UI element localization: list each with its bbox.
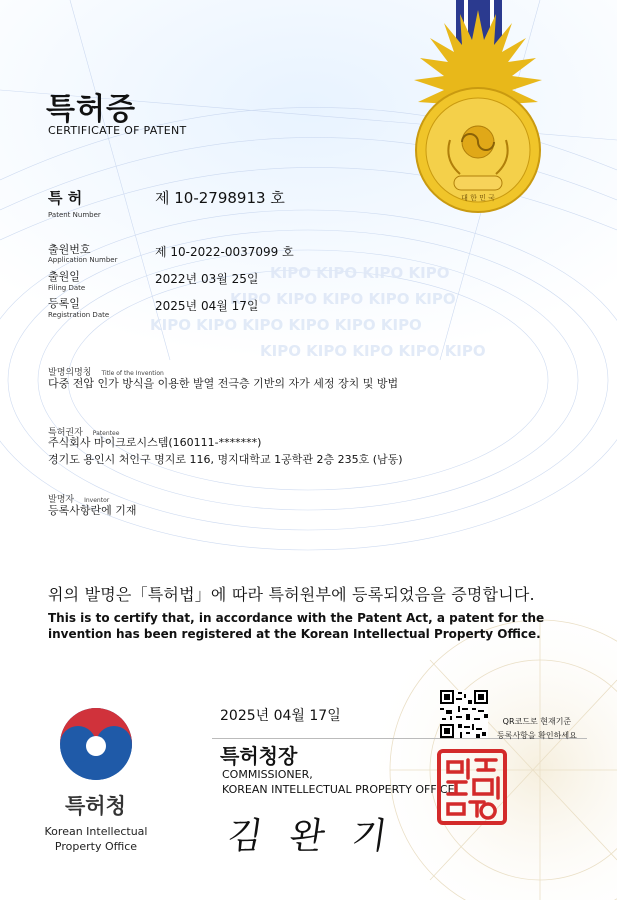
patent-number-label-en: Patent Number — [48, 211, 101, 219]
patentee-address: 경기도 용인시 처인구 명지로 116, 명지대학교 1공학관 2층 235호 (남동) — [48, 453, 403, 466]
application-number-value: 제 10-2022-0037099 호 — [155, 245, 294, 259]
commissioner-title-en-line2: KOREAN INTELLECTUAL PROPERTY OFFICE — [222, 783, 455, 796]
patentee-label-en: Patentee — [92, 430, 120, 437]
patent-number-value: 제 10-2798913 호 — [155, 189, 285, 207]
commissioner-signature: 김 완 기 — [224, 816, 398, 857]
certification-statement-en: This is to certify that, in accordance with the Patent Act, a patent for the invention has been registered at the Korean Intellectual Property Office. — [48, 611, 545, 641]
qr-code-icon[interactable] — [440, 690, 488, 738]
kipo-name-en: Korean Intellectual Property Office — [44, 825, 148, 853]
kipo-name-ko: 특허청 — [65, 794, 126, 818]
patentee-label: 특허권자 — [48, 428, 83, 438]
commissioner-title-ko: 특허청장 — [220, 744, 298, 768]
application-number-label-en: Application Number — [48, 256, 118, 264]
filing-date-label-en: Filing Date — [48, 284, 86, 292]
patent-number-label: 특 허 — [48, 189, 83, 207]
commissioner-title-en — [222, 767, 455, 797]
qr-caption-line1: QR코드로 현재기준 — [502, 717, 572, 726]
certification-statement-ko: 위의 발명은「특허법」에 따라 특허원부에 등록되었음을 증명합니다. — [48, 585, 535, 604]
certificate-title: 특허증 — [46, 92, 136, 127]
kipo-logo-icon — [58, 706, 134, 782]
issue-date: 2025년 04월 17일 — [220, 708, 341, 724]
commissioner-title-en-line1: COMMISSIONER, — [222, 768, 313, 781]
invention-title-label-en: Title of the Invention — [101, 370, 164, 377]
filing-date-value: 2022년 03월 25일 — [155, 272, 259, 286]
invention-title-label: 발명의명칭 — [48, 368, 92, 378]
seal-text: 대 한 민 국 — [461, 194, 495, 202]
inventor-value: 등록사항란에 기재 — [48, 504, 137, 517]
svg-text:KIPO KIPO KIPO KIPO KIPO: KIPO KIPO KIPO KIPO KIPO — [260, 342, 486, 360]
watermark-text: KIPO KIPO KIPO KIPO — [270, 264, 450, 282]
registration-date-label: 등록일 — [48, 297, 80, 310]
svg-text:KIPO KIPO KIPO KIPO KIPO: KIPO KIPO KIPO KIPO KIPO — [230, 290, 456, 308]
patentee-name: 주식회사 마이크로시스템(160111-*******) — [48, 436, 262, 449]
invention-title-value: 다중 전압 인가 방식을 이용한 발열 전극층 기반의 자가 세정 장치 및 방법 — [48, 377, 399, 390]
certificate-title-en: CERTIFICATE OF PATENT — [48, 124, 187, 137]
gold-seal-medal — [398, 0, 558, 215]
inventor-label: 발명자 — [48, 495, 75, 505]
qr-caption — [497, 715, 577, 743]
registration-date-label-en: Registration Date — [48, 311, 110, 319]
official-stamp — [436, 748, 508, 826]
filing-date-label: 출원일 — [48, 270, 80, 283]
application-number-label: 출원번호 — [48, 243, 91, 256]
qr-caption-line2: 등록사항을 확인하세요 — [497, 731, 577, 740]
svg-text:KIPO KIPO KIPO KIPO KIPO: KIPO KIPO KIPO KIPO KIPO KIPO — [150, 316, 422, 334]
inventor-label-en: Inventor — [84, 497, 110, 504]
registration-date-value: 2025년 04월 17일 — [155, 299, 259, 313]
